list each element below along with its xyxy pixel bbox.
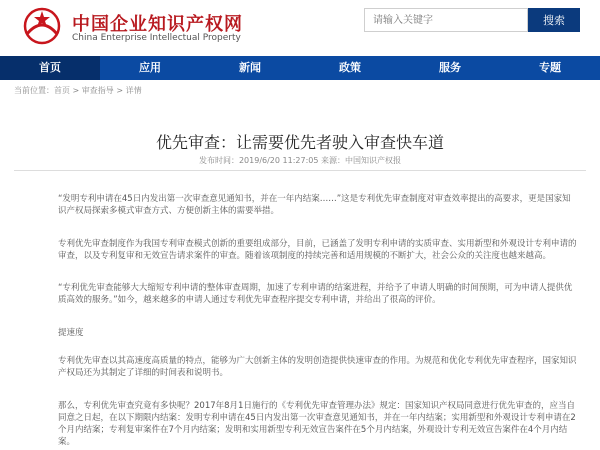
site-name-en: China Enterprise Intellectual Property	[72, 33, 241, 43]
article-paragraph: 专利优先审查制度作为我国专利审查模式创新的重要组成部分，目前，已涵盖了发明专利申请的实质审查、实用新型和外观设计专利申请的审查，以及专利复审和无效宣告请求案件的审查。随着该项制度的持续完善和适用规模的不断扩大，社会公众的关注度也越来越高。	[58, 239, 577, 261]
site-name-cn[interactable]: 中国企业知识产权网	[72, 14, 243, 35]
nav-item-topics[interactable]: 专题	[539, 61, 561, 74]
main-nav	[0, 56, 600, 80]
breadcrumb[interactable]: 当前位置：首页 > 审查指导 > 详情	[14, 86, 142, 95]
article-meta: 发布时间：2019/6/20 11:27:05 来源：中国知识产权报	[198, 156, 402, 165]
nav-item-apply[interactable]: 应用	[139, 61, 161, 74]
search-input[interactable]	[364, 8, 528, 32]
nav-item-policy[interactable]: 政策	[339, 61, 361, 74]
article-paragraph: “发明专利申请在45日内发出第一次审查意见通知书，并在一年内结案……”这是专利优先审查制度对审查效率提出的高要求，更是国家知识产权局探索多模式审查方式、方便创新主体的需要举措。	[58, 194, 571, 216]
nav-item-service[interactable]: 服务	[439, 61, 461, 74]
nav-item-news[interactable]: 新闻	[239, 61, 261, 74]
nav-item-home[interactable]: 首页	[0, 56, 100, 80]
article-paragraph: “专利优先审查能够大大缩短专利申请的整体审查周期，加速了专利申请的结案进程，并给予了申请人明确的时间预期，可为申请人提供优质高效的服务。”如今，越来越多的申请人通过专利优先审查程序提交专利申请，并给出了很高的评价。	[58, 283, 573, 305]
site-header	[0, 0, 600, 55]
article-title: 优先审查：让需要优先者驶入审查快车道	[155, 133, 444, 152]
site-logo-icon[interactable]	[22, 6, 62, 46]
article-paragraph: 那么，专利优先审查究竟有多快呢？2017年8月1日施行的《专利优先审查管理办法》规定：国家知识产权局同意进行优先审查的，应当自同意之日起，在以下期限内结案：发明专利申请在45日内发出第一次审查意见通知书，并在一年内结案；实用新型和外观设计专利申请在2个月内结案；专利复审案件在7个月内结案；发明和实用新型专利无效宣告案件在5个月内结案，外观设计专利无效宣告案件在4个月内结案。	[58, 401, 576, 447]
title-divider	[14, 170, 586, 171]
article-paragraph: 专利优先审查以其高速度高质量的特点，能够为广大创新主体的发明创造提供快速审查的作用。为规范和优化专利优先审查程序，国家知识产权局还为其制定了详细的时间表和说明书。	[58, 356, 577, 378]
search-button[interactable]: 搜索	[528, 8, 580, 32]
article-subheading: 提速度	[58, 328, 84, 338]
